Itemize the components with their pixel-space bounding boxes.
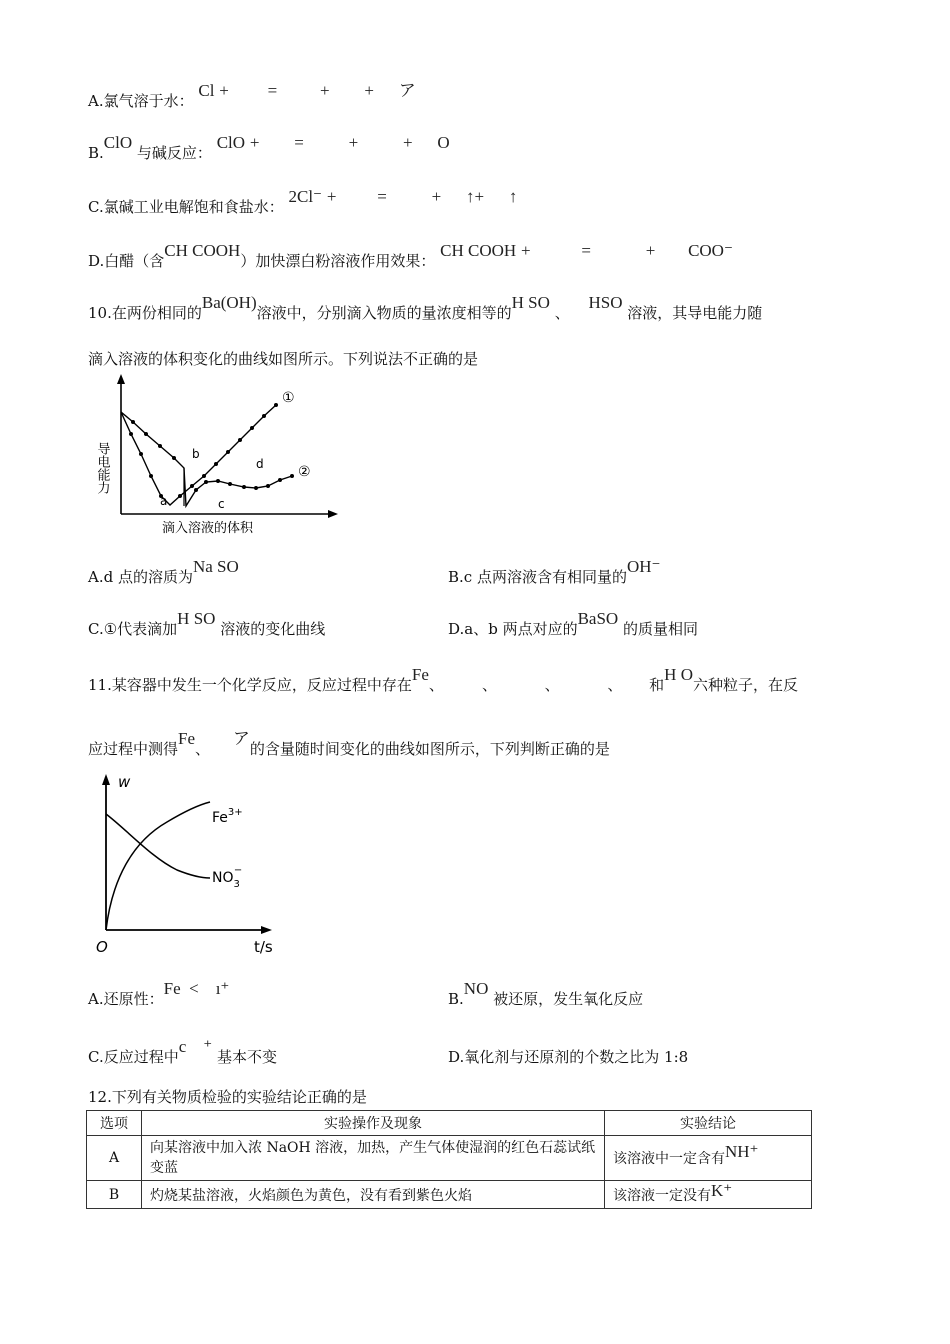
conductivity-graph	[88, 372, 348, 544]
q10-option-a: A.d 点的溶质为Na SO	[88, 557, 239, 586]
header-operation: 实验操作及现象	[142, 1111, 605, 1136]
table-row	[87, 1136, 812, 1181]
q11-stem-line1: 11.某容器中发生一个化学反应，反应过程中存在Fe、 、 、 、 和H O六种粒子，在反	[88, 665, 798, 694]
q10-option-b: B.c 点两溶液含有相同量的OH⁻	[448, 557, 661, 586]
point-b-label: b	[192, 447, 200, 461]
row-option: B	[87, 1181, 142, 1209]
x-axis-label: 滴入溶液的体积	[162, 521, 254, 536]
curve-2	[121, 412, 292, 506]
curve-2-label: ②	[298, 464, 311, 480]
q10-option-c: C.①代表滴加H SO 溶液的变化曲线	[88, 609, 326, 638]
q11-option-b: B.NO 被还原，发生氧化反应	[448, 979, 644, 1008]
formula: Cl	[198, 81, 215, 100]
point-c-label: c	[218, 497, 225, 511]
x-axis-label: t/s	[254, 938, 273, 956]
y-axis-arrow	[117, 374, 125, 384]
fe3-curve	[106, 802, 210, 930]
header-conclusion: 实验结论	[605, 1111, 812, 1136]
q9-option-a: A.氯气溶于水： Cl + = + + ア	[88, 81, 416, 110]
q9-option-d: D.白醋（含CH COOH）加快漂白粉溶液作用效果： CH COOH + = + COO⁻	[88, 241, 733, 270]
x-axis-arrow	[328, 510, 338, 518]
q12-title: 12.下列有关物质检验的实验结论正确的是	[88, 1088, 367, 1106]
origin-label: O	[96, 938, 108, 956]
table-header-row	[87, 1111, 812, 1136]
q11-stem-line2: 应过程中测得Fe、 ア的含量随时间变化的曲线如图所示，下列判断正确的是	[88, 729, 610, 758]
no3-label: $NO_3-$	[212, 865, 243, 890]
q10-option-d: D.a、b 两点对应的BaSO 的质量相同	[448, 609, 698, 638]
row-operation: 向某溶液中加入浓 NaOH 溶液，加热，产生气体使湿润的红色石蕊试纸变蓝	[142, 1136, 605, 1181]
x-axis-arrow	[261, 926, 272, 934]
header-option: 选项	[87, 1111, 142, 1136]
concentration-graph	[92, 770, 292, 960]
q10-stem-line2: 滴入溶液的体积变化的曲线如图所示。下列说法不正确的是	[88, 350, 479, 368]
y-axis-label: w	[118, 773, 131, 791]
q9-option-b: B.ClO 与碱反应： ClO + = + + O	[88, 133, 450, 162]
curve-1-label: ①	[282, 390, 295, 406]
fe3-label: $Fe^{3+}$	[212, 807, 243, 826]
curve-dots	[129, 403, 294, 498]
no3-curve	[106, 814, 210, 878]
q10-stem-line1: 10.在两份相同的Ba(OH)溶液中，分别滴入物质的量浓度相等的H SO 、 HSO 溶液，其导电能力随	[88, 293, 763, 322]
row-conclusion: 该溶液一定没有K⁺	[605, 1181, 812, 1209]
q9-option-c: C.氯碱工业电解饱和食盐水： 2Cl⁻ + = + ↑+ ↑	[88, 187, 518, 216]
q11-option-d: D.氧化剂与还原剂的个数之比为 1:8	[448, 1048, 689, 1066]
y-axis-arrow	[102, 774, 110, 785]
table-row	[87, 1181, 812, 1209]
row-conclusion: 该溶液中一定含有NH⁺	[605, 1136, 812, 1181]
y-axis-label: 导电能力	[94, 442, 110, 494]
q11-option-c: C.反应过程中c ⁺ 基本不变	[88, 1037, 278, 1066]
q11-option-a: A.还原性：Fe < ı⁺	[88, 979, 230, 1008]
point-a-label: a	[160, 494, 168, 508]
row-operation: 灼烧某盐溶液，火焰颜色为黄色，没有看到紫色火焰	[142, 1181, 605, 1209]
row-option: A	[87, 1136, 142, 1181]
q12-table	[86, 1110, 812, 1209]
point-d-label: d	[256, 457, 264, 471]
